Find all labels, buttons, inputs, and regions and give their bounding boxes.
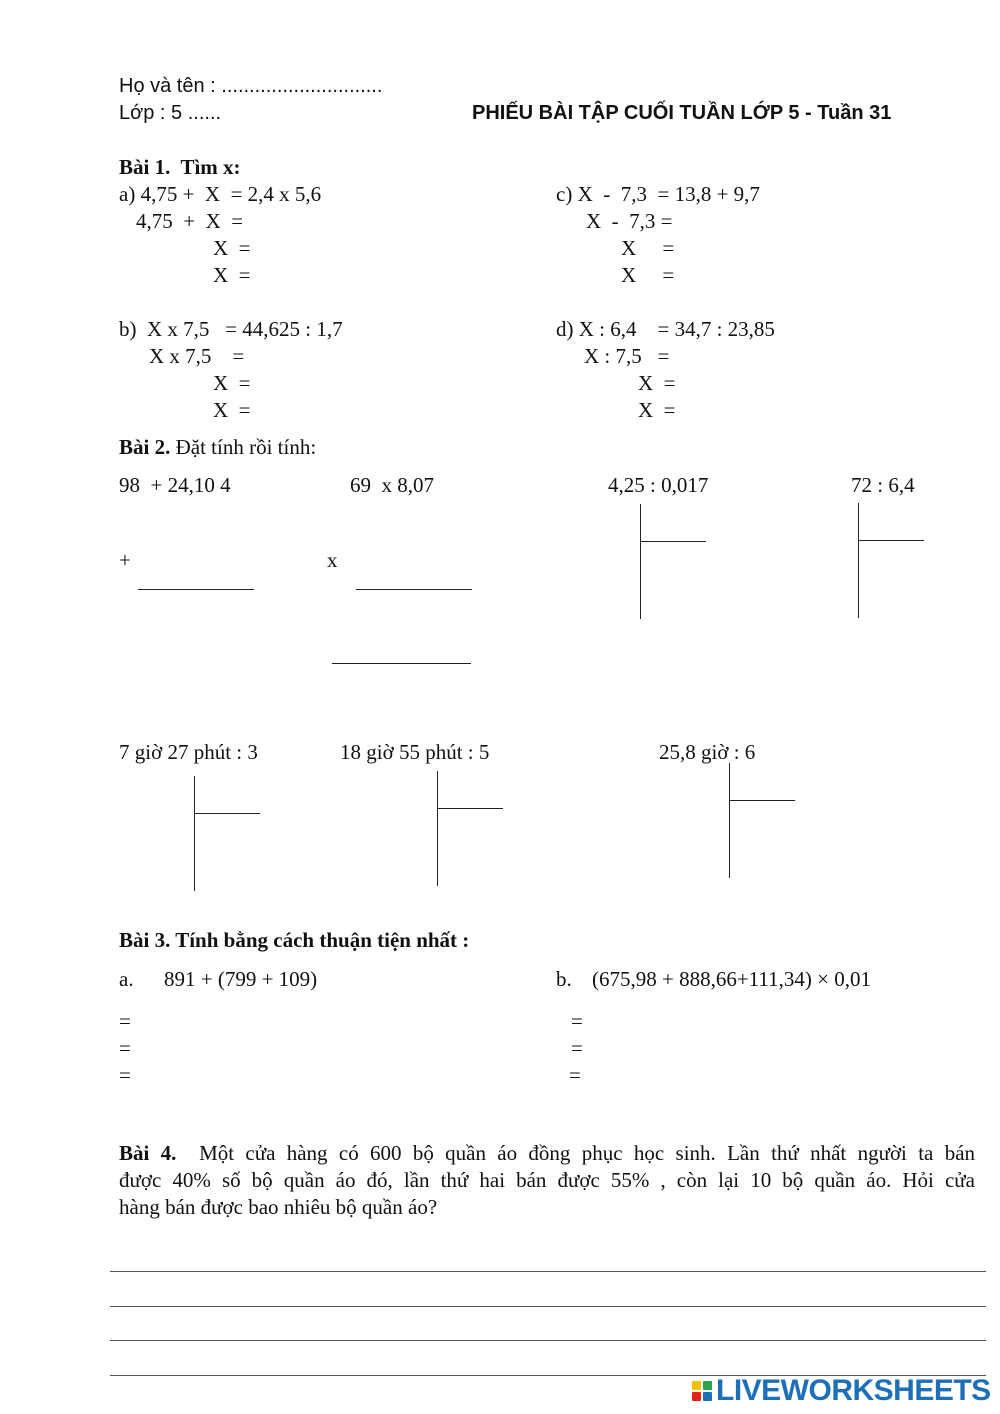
- exercise-3b-expression: (675,98 + 888,66+111,34) × 0,01: [592, 967, 871, 991]
- exercise-3a-expression: 891 + (799 + 109): [164, 967, 318, 991]
- problem-time-division-1: 7 giờ 27 phút : 3: [119, 740, 258, 764]
- exercise-3b-step-1[interactable]: =: [571, 1009, 583, 1033]
- multiplication-partial-line[interactable]: [356, 589, 472, 590]
- exercise-3b-step-2[interactable]: =: [571, 1036, 583, 1060]
- exercise-1d-line-4[interactable]: X =: [638, 398, 676, 422]
- division-1-bar-horizontal[interactable]: [640, 541, 706, 542]
- exercise-1b-line-1: b) X x 7,5 = 44,625 : 1,7: [119, 317, 343, 341]
- logo-text: LIVEWORKSHEETS: [716, 1374, 991, 1407]
- addition-result-line[interactable]: [138, 589, 254, 590]
- time-division-3-bar-vertical[interactable]: [729, 763, 730, 878]
- logo-grid-icon: [692, 1381, 712, 1401]
- problem-multiplication: 69 x 8,07: [350, 473, 434, 497]
- exercise-1b-line-3[interactable]: X =: [213, 371, 251, 395]
- division-2-bar-horizontal[interactable]: [858, 540, 924, 541]
- division-1-bar-vertical[interactable]: [640, 504, 641, 619]
- student-name-field[interactable]: Họ và tên : .............................: [119, 75, 383, 97]
- problem-time-division-2: 18 giờ 55 phút : 5: [340, 740, 490, 764]
- exercise-1d-line-1: d) X : 6,4 = 34,7 : 23,85: [556, 317, 775, 341]
- multiplication-result-line[interactable]: [332, 663, 471, 664]
- exercise-1c-line-1: c) X - 7,3 = 13,8 + 9,7: [556, 182, 760, 206]
- exercise-2-label: Bài 2.: [119, 435, 171, 459]
- exercise-1b-line-2[interactable]: X x 7,5 =: [149, 344, 245, 368]
- exercise-1c-line-2[interactable]: X - 7,3 =: [586, 209, 673, 233]
- liveworksheets-logo: [692, 1374, 991, 1408]
- time-division-2-bar-horizontal[interactable]: [437, 808, 503, 809]
- exercise-3a-label: a.: [119, 967, 134, 991]
- time-division-2-bar-vertical[interactable]: [437, 771, 438, 886]
- exercise-4-line-1: [119, 1140, 975, 1166]
- time-division-3-bar-horizontal[interactable]: [729, 800, 795, 801]
- exercise-1a-line-4[interactable]: X =: [213, 263, 251, 287]
- exercise-3-heading: Bài 3. Tính bằng cách thuận tiện nhất :: [119, 928, 470, 952]
- exercise-1b-line-4[interactable]: X =: [213, 398, 251, 422]
- logo-square-blue: [703, 1392, 712, 1401]
- exercise-4-line-2: được 40% số bộ quần áo đó, lần thứ hai bán được 55% , còn lại 10 bộ quần áo. Hỏi cửa: [119, 1168, 975, 1192]
- answer-line-3[interactable]: [110, 1340, 986, 1341]
- logo-square-red: [692, 1392, 701, 1401]
- answer-line-2[interactable]: [110, 1306, 986, 1307]
- plus-sign: +: [119, 548, 131, 572]
- exercise-3a-step-2[interactable]: =: [119, 1036, 131, 1060]
- logo-square-green: [703, 1381, 712, 1390]
- exercise-1a-line-3[interactable]: X =: [213, 236, 251, 260]
- exercise-1-heading: Bài 1. Tìm x:: [119, 155, 241, 179]
- class-field[interactable]: Lớp : 5 ......: [119, 102, 222, 124]
- exercise-1c-line-3[interactable]: X =: [621, 236, 675, 260]
- exercise-3b-step-3[interactable]: =: [569, 1063, 581, 1087]
- answer-line-1[interactable]: [110, 1271, 986, 1272]
- exercise-2-heading: [119, 434, 316, 460]
- times-sign: x: [327, 548, 338, 572]
- page-title: PHIẾU BÀI TẬP CUỐI TUẦN LỚP 5 - Tuần 31: [472, 102, 892, 124]
- exercise-4-label: Bài 4.: [119, 1141, 177, 1165]
- exercise-1d-line-2[interactable]: X : 7,5 =: [584, 344, 670, 368]
- exercise-1d-line-3[interactable]: X =: [638, 371, 676, 395]
- exercise-4-text-1: Một cửa hàng có 600 bộ quần áo đồng phục học sinh. Lần thứ nhất người ta bán: [199, 1141, 976, 1165]
- exercise-3b-label: b.: [556, 967, 572, 991]
- logo-square-yellow: [692, 1381, 701, 1390]
- exercise-2-instruction: Đặt tính rồi tính:: [170, 435, 317, 459]
- exercise-4-line-3: hàng bán được bao nhiêu bộ quần áo?: [119, 1195, 438, 1219]
- exercise-1c-line-4[interactable]: X =: [621, 263, 675, 287]
- problem-division-1: 4,25 : 0,017: [608, 473, 709, 497]
- problem-division-2: 72 : 6,4: [851, 473, 915, 497]
- exercise-3a-step-3[interactable]: =: [119, 1063, 131, 1087]
- exercise-1a-line-1: a) 4,75 + X = 2,4 x 5,6: [119, 182, 322, 206]
- exercise-3a-step-1[interactable]: =: [119, 1009, 131, 1033]
- time-division-1-bar-vertical[interactable]: [194, 776, 195, 891]
- time-division-1-bar-horizontal[interactable]: [194, 813, 260, 814]
- problem-addition: 98 + 24,10 4: [119, 473, 231, 497]
- division-2-bar-vertical[interactable]: [858, 503, 859, 618]
- problem-time-division-3: 25,8 giờ : 6: [659, 740, 756, 764]
- exercise-1a-line-2[interactable]: 4,75 + X =: [136, 209, 244, 233]
